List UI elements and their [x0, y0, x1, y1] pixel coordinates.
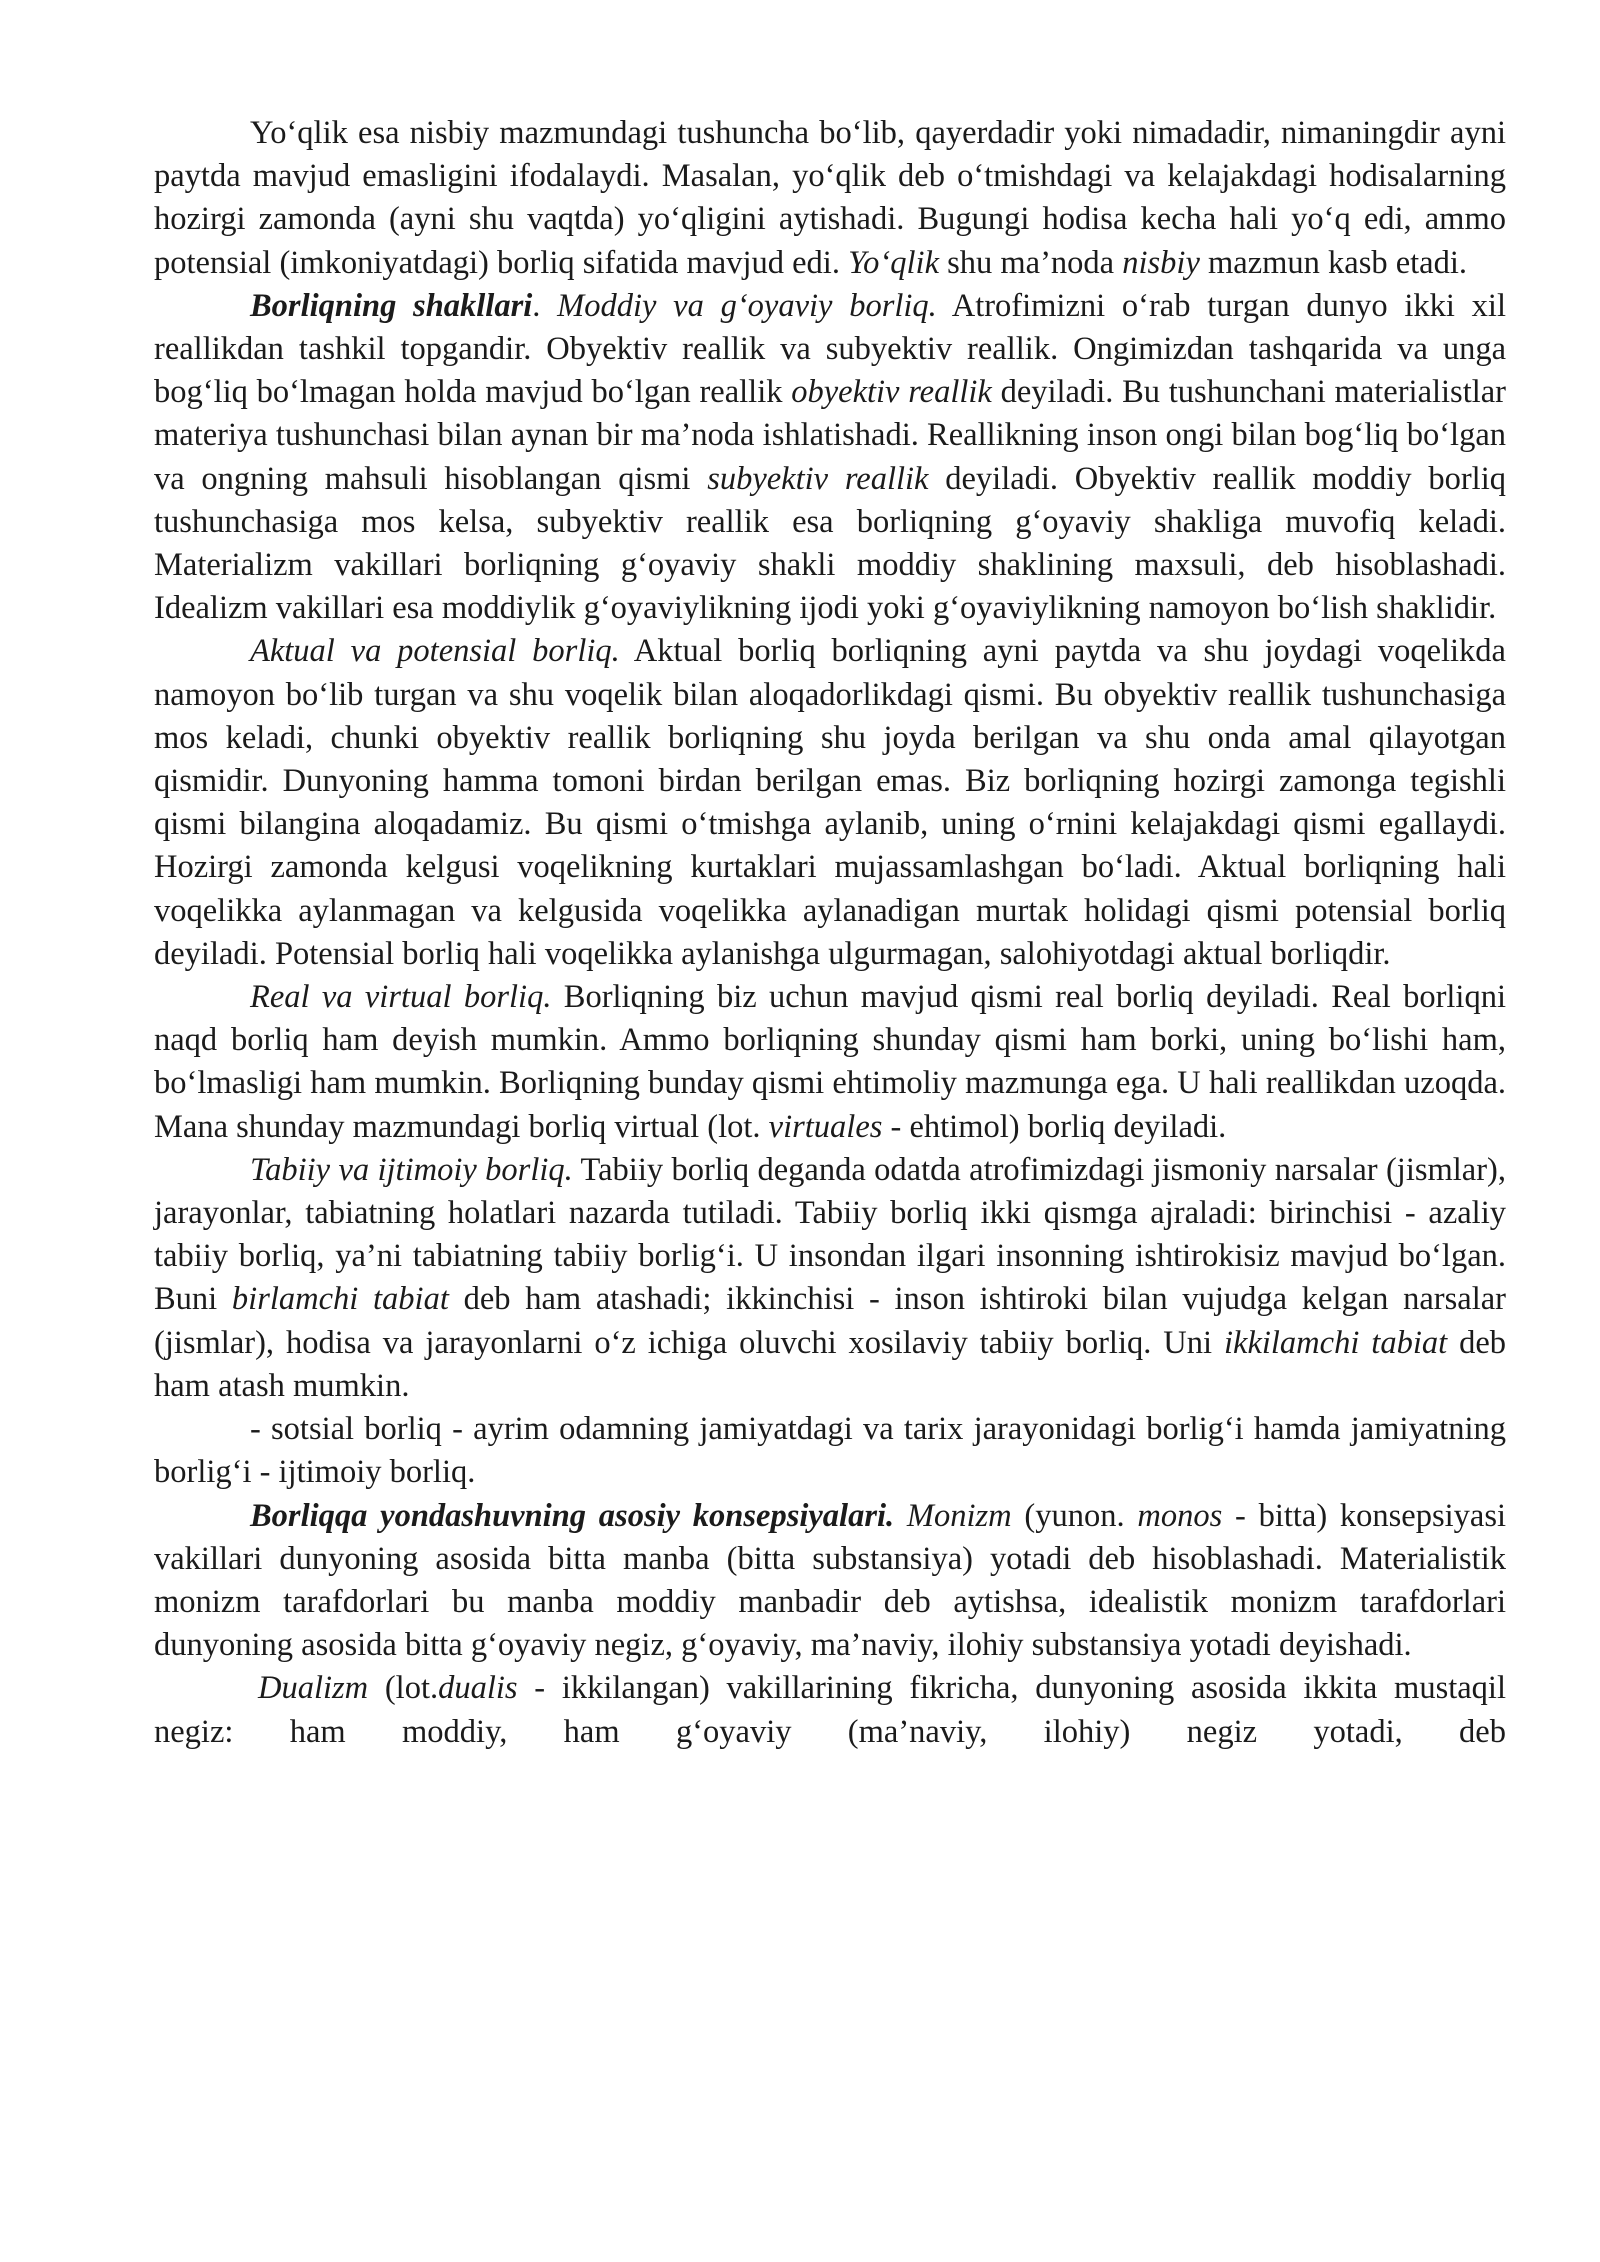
section-heading-text: Borliqqa yondashuvning asosiy konsepsiyalari.	[250, 1497, 895, 1534]
text-run: Yo‘qlik esa nisbiy mazmundagi tushuncha bo‘lib, qayerdadir yoki nimadadir, nimaningdir ayni paytda mavjud emasligini ifodalaydi. Masalan, yo‘qlik deb o‘tmishdagi va kelajakdagi hodisalarning hozirgi zamonda (ayni shu vaqtda) yo‘qligini aytishadi. Bugungi hodisa kecha hali yo‘q edi, ammo potensial (imkoniyatdagi) borliq sifatida mavjud edi.	[154, 115, 1506, 281]
section-heading	[250, 1498, 894, 1534]
paragraph-konsepsiyalar	[154, 1495, 1506, 1668]
text-run: Aktual borliq borliqning ayni paytda va shu joydagi voqelikda namoyon bo‘lib turgan va shu voqelik bilan aloqadorlikdagi qismi. Bu obyektiv reallik tushunchasiga mos keladi, chunki obyektiv reallik borliqning shu joyda berilgan va shu onda amal qilayotgan qismidir. Dunyoning hamma tomoni birdan berilgan emas. Biz borliqning hozirgi zamonga tegishli qismi bilangina aloqadamiz. Bu qismi o‘tmishga aylanib, uning o‘rnini kelajakdagi qismi egallaydi. Hozirgi zamonda kelgusi voqelikning kurtaklari mujassamlashgan bo‘ladi. Aktual borliqning hali voqelikka aylanmagan va kelgusida voqelikka aylanadigan murtak holidagi qismi potensial borliq deyiladi. Potensial borliq hali voqelikka aylanishga ulgurmagan, salohiyotdagi aktual borliqdir.	[154, 633, 1506, 972]
text-run: Tabiiy borliq deganda odatda atrofimizdagi jismoniy narsalar (jismlar), jarayonlar, tabiatning holatlari nazarda tutiladi. Tabiiy borliq ikki qismga ajraladi: birinchisi - azaliy tabiiy borliq, ya’ni tabiatning tabiiy borlig‘i. U insondan ilgari insonning ishtirokisiz mavjud bo‘lgan. Buni	[154, 1151, 1506, 1318]
text-run: - ehtimol) borliq deyiladi.	[882, 1108, 1227, 1145]
italic-term: ikkilamchi tabiat	[1223, 1324, 1448, 1361]
paragraph-sotsial	[154, 1408, 1506, 1494]
text-run: shu ma’noda	[939, 244, 1123, 281]
text-run: deb ham atash mumkin.	[154, 1324, 1507, 1404]
text-run: mazmun kasb etadi.	[1199, 244, 1468, 281]
text-run: - bitta) konsepsiyasi vakillari dunyoning asosida bitta manba (bitta substansiya) yotadi deb hisoblashadi. Materialistik monizm tarafdorlari bu manba moddiy manbadir deb aytishsa, idealistik monizm tarafdorlari dunyoning asosida bitta g‘oyaviy negiz, g‘oyaviy, ma’naviy, ilohiy substansiya yotadi deyishadi.	[154, 1497, 1507, 1664]
text-run: deyiladi. Obyektiv reallik moddiy borliq tushunchasiga mos kelsa, subyektiv reallik esa borliqning g‘oyaviy shakliga muvofiq keladi. Materializm vakillari borliqning g‘oyaviy shakli moddiy shaklining maxsuli, deb hisoblashadi. Idealizm vakillari esa moddiylik g‘oyaviylikning ijodi yoki g‘oyaviylikning namoyon bo‘lish shaklidir.	[154, 460, 1506, 627]
section-heading-text: Borliqning shakllari	[250, 287, 533, 324]
italic-term: virtuales	[768, 1108, 883, 1145]
text-run: .	[532, 287, 558, 324]
text-run	[894, 1498, 907, 1534]
text-run: (lot.	[368, 1670, 439, 1707]
italic-term: Dualizm	[258, 1670, 369, 1707]
italic-term: Tabiiy va ijtimoiy borliq.	[250, 1151, 573, 1188]
text-run: deyiladi. Bu tushunchani materialistlar materiya tushunchasi bilan aynan bir ma’noda ishlatishadi. Reallikning inson ongi bilan bog‘liq bo‘lgan va ongning mahsuli hisoblangan qismi	[154, 374, 1507, 497]
italic-term: Yo‘qlik	[848, 244, 939, 281]
italic-term: birlamchi tabiat	[231, 1281, 449, 1318]
italic-term: subyektiv reallik	[707, 460, 929, 497]
document-page	[154, 112, 1506, 1754]
section-heading	[250, 288, 532, 324]
italic-term: obyektiv reallik	[791, 374, 992, 411]
paragraph-yoqlik	[154, 112, 1506, 285]
text-run: - ikkilangan) vakillarining fikricha, dunyoning asosida ikkita mustaqil negiz: ham moddiy, ham g‘oyaviy (ma’naviy, ilohiy) negiz yotadi, deb	[154, 1670, 1506, 1750]
paragraph-real-virtual	[154, 976, 1506, 1149]
italic-term: nisbiy	[1122, 244, 1200, 281]
italic-term: dualis	[438, 1670, 518, 1707]
paragraph-aktual-potensial	[154, 630, 1506, 976]
text-run: Atrofimizni o‘rab turgan dunyo ikki xil reallikdan tashkil topgandir. Obyektiv reallik va subyektiv reallik. Ongimizdan tashqarida va unga bog‘liq bo‘lmagan holda mavjud bo‘lgan reallik	[154, 287, 1506, 411]
text-run: (yunon.	[1011, 1497, 1138, 1534]
italic-term: monos	[1137, 1497, 1223, 1534]
paragraph-borliq-shakllari	[154, 285, 1506, 631]
paragraph-tabiiy-ijtimoiy	[154, 1149, 1506, 1408]
text-run: - sotsial borliq - ayrim odamning jamiyatdagi va tarix jarayonidagi borlig‘i hamda jamiyatning borlig‘i - ijtimoiy borliq.	[154, 1411, 1506, 1491]
italic-term: Aktual va potensial borliq.	[250, 633, 620, 670]
italic-term: Monizm	[906, 1497, 1012, 1534]
italic-term: Moddiy va g‘oyaviy borliq.	[557, 287, 937, 324]
text-run: deb ham atashadi; ikkinchisi - inson ishtiroki bilan vujudga kelgan narsalar (jismlar), hodisa va jarayonlarni o‘z ichiga oluvchi xosilaviy tabiiy borliq. Uni	[154, 1281, 1506, 1361]
italic-term: Real va virtual borliq.	[250, 979, 552, 1016]
text-run: Borliqning biz uchun mavjud qismi real borliq deyiladi. Real borliqni naqd borliq ham deyish mumkin. Ammo borliqning shunday qismi ham borki, uning bo‘lishi ham, bo‘lmasligi ham mumkin. Borliqning bunday qismi ehtimoliy mazmunga ega. U hali reallikdan uzoqda. Mana shunday mazmundagi borliq virtual (lot.	[154, 979, 1506, 1145]
paragraph-dualizm	[154, 1667, 1506, 1753]
